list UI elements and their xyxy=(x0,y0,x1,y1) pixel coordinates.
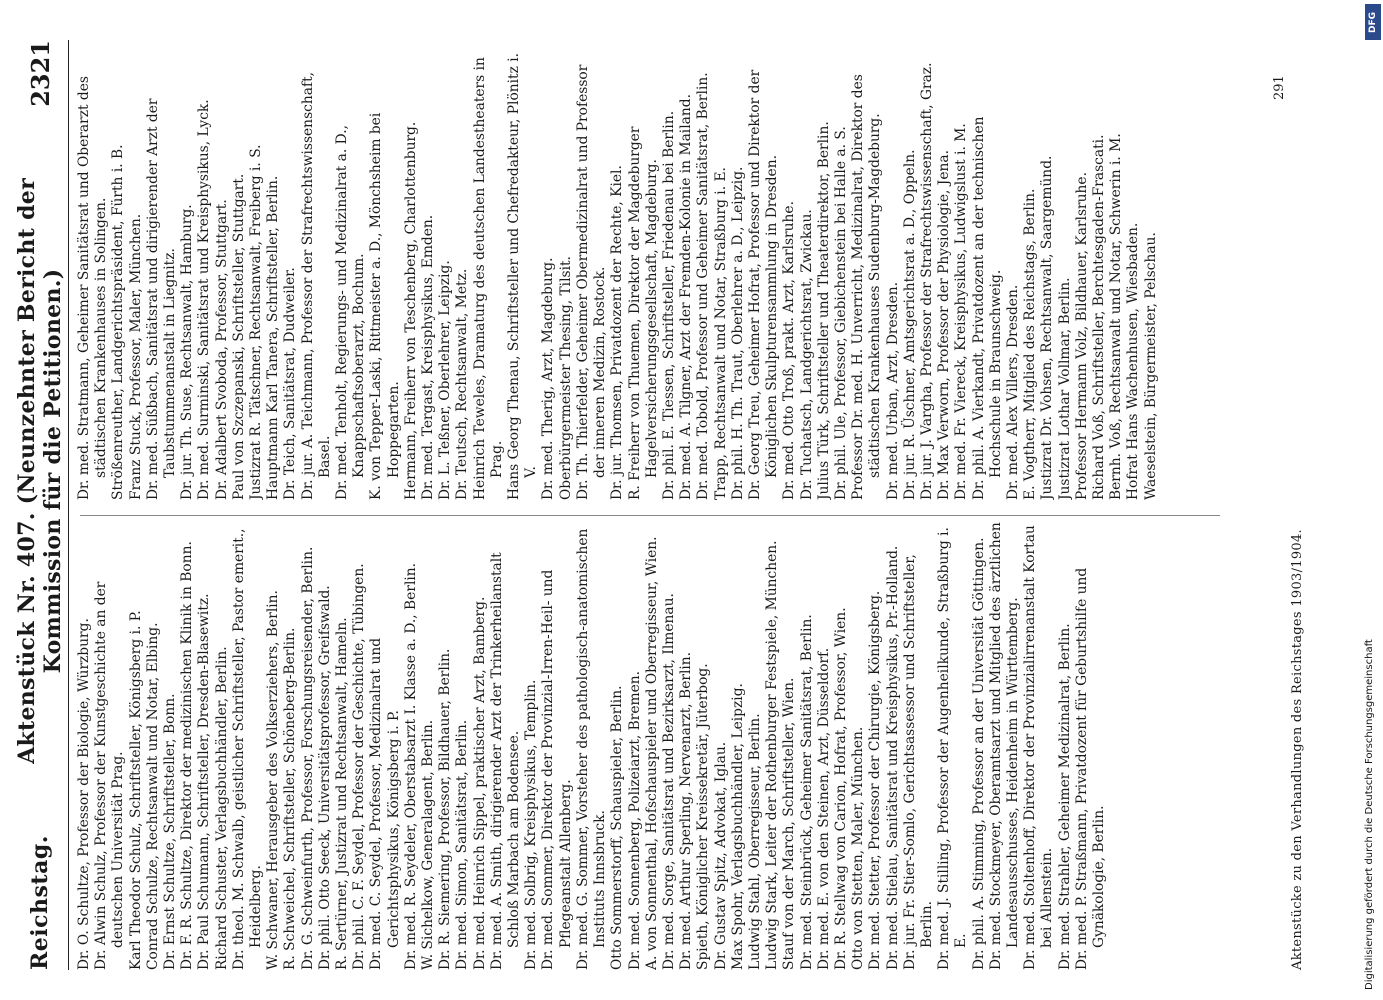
petitioner-entry: Dr. med. E. von den Steinen, Arzt, Düsseldorf. xyxy=(815,647,832,970)
petitioner-entry: Dr. med. J. Stilling, Professor der Augenheilkunde, Straßburg i. E. xyxy=(936,527,970,970)
petitioner-entry: Dr. med. Strahler, Geheimer Medizinalrat, Berlin. xyxy=(1056,623,1073,970)
header-title: Aktenstück Nr. 407. (Neunzehnter Bericht der Kommission für die Petitionen.) xyxy=(14,178,66,764)
petitioner-entry: Dr. jur. R. Üschner, Amtsgerichtsrat a. D., Oppeln. xyxy=(901,149,918,500)
petitioner-entry: Dr. med. Alex Villers, Dresden. xyxy=(1004,284,1021,500)
petitioner-entry: Dr. med. Otto Troß, prakt. Arzt, Karlsruhe. xyxy=(781,201,798,500)
left-column xyxy=(76,520,1226,970)
petitioner-entry: Dr. med. Stratmann, Geheimer Sanitätsrat und Oberarzt des städtischen Krankenhauses in Solingen. xyxy=(76,76,110,500)
petitioner-entry: Dr. phil. A. Vierkandt, Privatdozent an der technischen Hochschule in Braunschweig. xyxy=(970,116,1004,500)
petitioner-entry: Justizrat Dr. Vohsen, Rechtsanwalt, Saargemünd. xyxy=(1039,155,1056,500)
petitioner-entry: Dr. med. Tobold, Professor und Geheimer Sanitätsrat, Berlin. xyxy=(695,72,712,500)
petitioner-entry: Max Spohr, Verlagsbuchhändler, Leipzig. xyxy=(729,683,746,970)
petitioner-entry: Dr. phil. C. F. Seydel, Professor der Geschichte, Tübingen. xyxy=(351,563,368,970)
petitioner-entry: Dr. phil. Ule, Professor, Giebichenstein bei Halle a. S. xyxy=(832,126,849,500)
petitioner-entry: Dr. L. Teßner, Oberlehrer, Leipzig. xyxy=(437,260,454,500)
petitioner-entry: Dr. med. Arthur Sperling, Nervenarzt, Berlin. xyxy=(678,651,695,970)
petitioner-entry: Ludwig Stark, Leiter der Rothenburger Festspiele, München. xyxy=(764,540,781,970)
dfg-logo: DFG xyxy=(1365,4,1381,40)
petitioner-entry: Dr. jur. Fr. Stier-Somlo, Gerichtsassessor und Schriftsteller, Berlin. xyxy=(901,554,935,970)
petitioner-entry: Dr. med. C. Seydel, Professor, Medizinalrat und Gerichtsphysikus, Königsberg i. P. xyxy=(368,637,402,970)
header-publication: Reichstag. xyxy=(27,835,53,970)
petitioner-entry: R. Sertürner, Justizrat und Rechtsanwalt, Hameln. xyxy=(334,617,351,970)
petitioner-entry: Hofrat Hans Wachenhusen, Wiesbaden. xyxy=(1125,222,1142,500)
petitioner-entry: Dr. med. Surminski, Sanitätsrat und Kreisphysikus, Lyck. xyxy=(196,99,213,500)
petitioner-entry: Dr. theol. M. Schwalb, geistlicher Schriftsteller, Pastor emerit., Heidelberg. xyxy=(230,528,265,970)
petitioner-entry: Otto Sommerstorff, Schauspieler, Berlin. xyxy=(609,685,626,970)
petitioner-entry: Dr. jur. J. Vargha, Professor der Strafrechtswissenschaft, Graz. xyxy=(918,62,935,500)
petitioner-entry: Dr. jur. Th. Suse, Rechtsanwalt, Hamburg. xyxy=(179,204,196,500)
petitioner-entry: Dr. med. Sonnenberg, Polizeiarzt, Bremen. xyxy=(626,670,643,970)
digitization-strip xyxy=(1361,0,1383,1000)
petitioner-entry: Dr. jur. A. Teichmann, Professor der Strafrechtswissenschaft, Basel. xyxy=(299,71,333,500)
footer-page-number: 291 xyxy=(1272,75,1287,100)
petitioner-entry: Dr. Ernst Schultze, Schriftsteller, Bonn. xyxy=(162,693,179,970)
petitioner-entry: Dr. med. Fr. Viereck, Kreisphysikus, Ludwigslust i. M. xyxy=(953,123,970,500)
petitioner-entry: Dr. Paul Schumann, Schriftsteller, Dresden-Blasewitz. xyxy=(196,593,213,970)
petitioner-entry: Dr. Teutsch, Rechtsanwalt, Metz. xyxy=(454,268,471,500)
right-column xyxy=(76,50,1226,500)
petitioner-entry: Dr. med. P. Straßmann, Privatdozent für Geburtshilfe und Gynäkologie, Berlin. xyxy=(1073,567,1107,970)
petitioner-entry: Professor Hermann Volz, Bildhauer, Karlsruhe. xyxy=(1073,172,1090,500)
petitioner-entry: Dr. Max Verworn, Professor der Physiologie, Jena. xyxy=(936,150,953,500)
petitioner-entry: Dr. med. Sorge, Sanitätsrat und Bezirksarzt, Ilmenau. xyxy=(660,593,677,970)
petitioner-entry: Dr. F. R. Schultze, Direktor der medizinischen Klinik in Bonn. xyxy=(179,541,196,970)
petitioner-entry: Dr. phil. E. Tiessen, Schriftsteller, Friedenau bei Berlin. xyxy=(660,110,677,500)
petitioner-entry: Dr. med. Stockmeyer, Oberamtsarzt und Mitglied des ärztlichen Landesausschusses, Heidenheim in Württemberg. xyxy=(987,522,1021,970)
petitioner-entry: Dr. med. Sommer, Direktor der Provinzial-Irren-Heil- und Pflegeanstalt Allenberg. xyxy=(540,569,574,970)
petitioner-entry: Dr. Alwin Schulz, Professor der Kunstgeschichte an der deutschen Universität Prag. xyxy=(93,581,127,970)
petitioner-entry: Professor Dr. med. H. Unverricht, Medizinalrat, Direktor des städtischen Krankenhauses Sudenburg-Magdeburg. xyxy=(850,74,884,500)
petitioner-entry: R. Freiherr von Thuemen, Direktor der Magdeburger Hagelversicherungsgesellschaft, Magdeburg. xyxy=(626,126,660,500)
petitioner-entry: Richard Voß, Schriftsteller, Berchtesgaden-Frascati. xyxy=(1090,134,1107,500)
petitioner-entry: Dr. Th. Thierfelder, Geheimer Obermedizinalrat und Professor der inneren Medizin, Rostock. xyxy=(574,64,609,500)
petitioner-entry: Stauf von der March, Schriftsteller, Wien. xyxy=(781,677,798,970)
petitioner-entry: Dr. med. Tergast, Kreisphysikus, Emden. xyxy=(420,214,437,500)
petitioner-entry: Heinrich Teweles, Dramaturg des deutschen Landestheaters in Prag. xyxy=(471,57,505,500)
petitioner-entry: Dr. med. Stielau, Sanitätsrat und Kreisphysikus, Pr.-Holland. xyxy=(884,545,901,970)
petitioner-entry: Hauptmann Karl Tanera, Schriftsteller, Berlin. xyxy=(265,175,282,500)
column-divider xyxy=(80,515,1220,516)
petitioner-entry: E. Vogtherr, Mitglied des Reichstags, Berlin. xyxy=(1022,188,1039,500)
digitization-notice: Digitalisierung gefördert durch die Deutsche Forschungsgemeinschaft xyxy=(1364,639,1375,990)
petitioner-entry: Paul von Szczepanski, Schriftsteller, Stuttgart. xyxy=(230,173,247,500)
petitioner-entry: Dr. med. Therig, Arzt, Magdeburg. xyxy=(540,257,557,500)
petitioner-entry: Spieth, Königlicher Kreissekretär, Jüterbog. xyxy=(695,663,712,970)
petitioner-entry: Conrad Schulze, Rechtsanwalt und Notar, Elbing. xyxy=(144,622,161,970)
petitioner-entry: Dr. med. Stetter, Professor der Chirurgie, Königsberg. xyxy=(867,590,884,970)
petitioner-entry: Karl Theodor Schulz, Schriftsteller, Königsberg i. P. xyxy=(127,610,144,970)
petitioner-entry: Dr. O. Schultze, Professor der Biologie, Würzburg. xyxy=(76,618,92,970)
petitioner-entry: Hermann, Freiherr von Teschenberg, Charlottenburg. xyxy=(402,121,419,500)
petitioner-entry: Dr. med. Steinbrück, Geheimer Sanitätsrat, Berlin. xyxy=(798,614,815,970)
petitioner-entry: Dr. phil. H. Th. Traut, Oberlehrer a. D., Leipzig. xyxy=(729,166,746,500)
petitioner-entry: Dr. phil. A. Stimming, Professor an der Universität Göttingen. xyxy=(970,537,987,970)
petitioner-entry: Dr. med. R. Seydeler, Oberstabsarzt I. Klasse a. D., Berlin. xyxy=(402,562,419,970)
petitioner-entry: Dr. Teich, Sanitätsrat, Dudweiler. xyxy=(282,267,299,500)
petitioner-entry: W. Schwaner, Herausgeber des Volkserziehers, Berlin. xyxy=(265,590,282,970)
petitioner-entry: Dr. jur. Thomsen, Privatdozent der Rechte, Kiel. xyxy=(609,165,626,500)
petitioner-entry: A. von Sonnenthal, Hofschauspieler und Oberregisseur, Wien. xyxy=(643,536,660,970)
petitioner-entry: Dr. med. Simon, Sanitätsrat, Berlin. xyxy=(454,719,471,970)
petitioner-entry: Dr. med. Heinrich Sippel, praktischer Arzt, Bamberg. xyxy=(471,596,488,970)
petitioner-entry: Dr. med. Solbrig, Kreisphysikus, Templin. xyxy=(523,679,540,970)
petitioner-entry: Bernh. Voß, Rechtsanwalt und Notar, Schwerin i. M. xyxy=(1108,133,1125,500)
petitioner-entry: Dr. Georg Treu, Geheimer Hofrat, Professor und Direktor der Königlichen Skulpturensammlung in Dresden. xyxy=(746,69,781,500)
petitioner-entry: Dr. R. Siemering, Professor, Bildhauer, Berlin. xyxy=(437,648,454,970)
petitioner-entry: Dr. med. Tenholt, Regierungs- und Medizinalrat a. D., Knappschaftsoberarzt, Bochum. xyxy=(334,125,368,500)
petitioner-entry: Dr. med. Urban, Arzt, Dresden. xyxy=(884,281,901,500)
petitioner-entry: K. von Tepper-Laski, Rittmeister a. D., Mönchsheim bei Hoppegarten. xyxy=(368,112,402,500)
petitioner-entry: Dr. Tuchatsch, Landgerichtsrat, Zwickau. xyxy=(798,209,815,500)
petitioner-entry: Dr. med. A. Smith, dirigierender Arzt der Trinkerheilanstalt Schloß Marbach am Bodensee. xyxy=(488,552,523,970)
petitioner-entry: Dr. R. Stellwag von Carion, Hofrat, Professor, Wien. xyxy=(832,607,849,970)
petitioner-entry: Dr. med. Süßbach, Sanitätsrat und dirigierender Arzt der Taubstummenanstalt in Liegnitz. xyxy=(144,98,179,500)
petitioner-entry: Hans Georg Thenau, Schriftsteller und Chefredakteur, Plönitz i. V. xyxy=(506,52,540,500)
petitioner-entry: Justizrat Lothar Vollmar, Berlin. xyxy=(1056,277,1073,500)
petitioner-entry: Trapp, Rechtsanwalt und Notar, Straßburg i. E. xyxy=(712,167,729,500)
petitioner-entry: Dr. med. G. Sommer, Vorsteher des pathologisch-anatomischen Instituts Innsbruck. xyxy=(574,528,609,970)
petitioner-entry: Julius Türk, Schriftsteller und Theaterdirektor, Berlin. xyxy=(815,121,832,500)
petitioner-entry: Franz Stuck, Professor, Maler, München. xyxy=(127,213,144,500)
petitioner-entry: Ludwig Stahl, Oberregisseur, Berlin. xyxy=(746,713,763,970)
petitioner-entry: Strößenreuther, Landgerichtspräsident, Fürth i. B. xyxy=(110,144,127,500)
petitioner-entry: Dr. Gustav Spitz, Advokat, Iglau. xyxy=(712,741,729,970)
page-header xyxy=(12,40,69,970)
petitioner-entry: Richard Schuster, Verlagsbuchhändler, Berlin. xyxy=(213,646,230,970)
petitioner-entry: Dr. phil. Otto Seeck, Universitätsprofessor, Greifswald. xyxy=(316,585,333,970)
petitioner-entry: Dr. G. Schweinfurth, Professor, Forschungsreisender, Berlin. xyxy=(299,546,316,970)
petitioner-entry: Oberbürgermeister Thesing, Tilsit. xyxy=(557,256,574,500)
petitioner-entry: Otto von Stetten, Maler, München. xyxy=(850,726,867,970)
petitioner-entry: Dr. med. Stoltenhoff, Direktor der Provinzialirrenanstalt Kortau bei Allenstein. xyxy=(1022,525,1056,970)
petitioner-entry: Dr. med. A. Tilgner, Arzt der Fremden-Kolonie in Mailand. xyxy=(678,94,695,500)
petitioner-entry: R. Schweichel, Schriftsteller, Schöneberg-Berlin. xyxy=(282,627,299,970)
header-page-number: 2321 xyxy=(25,40,55,107)
petitioner-entry: Waeselstein, Bürgermeister, Pelschau. xyxy=(1142,232,1159,500)
petitioner-entry: Dr. Adalbert Svoboda, Professor, Stuttgart. xyxy=(213,199,230,500)
petitioner-entry: W. Sichelkow, Generalagent, Berlin. xyxy=(420,719,437,970)
petitioner-entry: Justizrat R. Tätschner, Rechtsanwalt, Freiberg i. S. xyxy=(248,144,265,500)
footer-note: Aktenstücke zu den Verhandlungen des Reichstages 1903/1904. xyxy=(1290,529,1305,970)
